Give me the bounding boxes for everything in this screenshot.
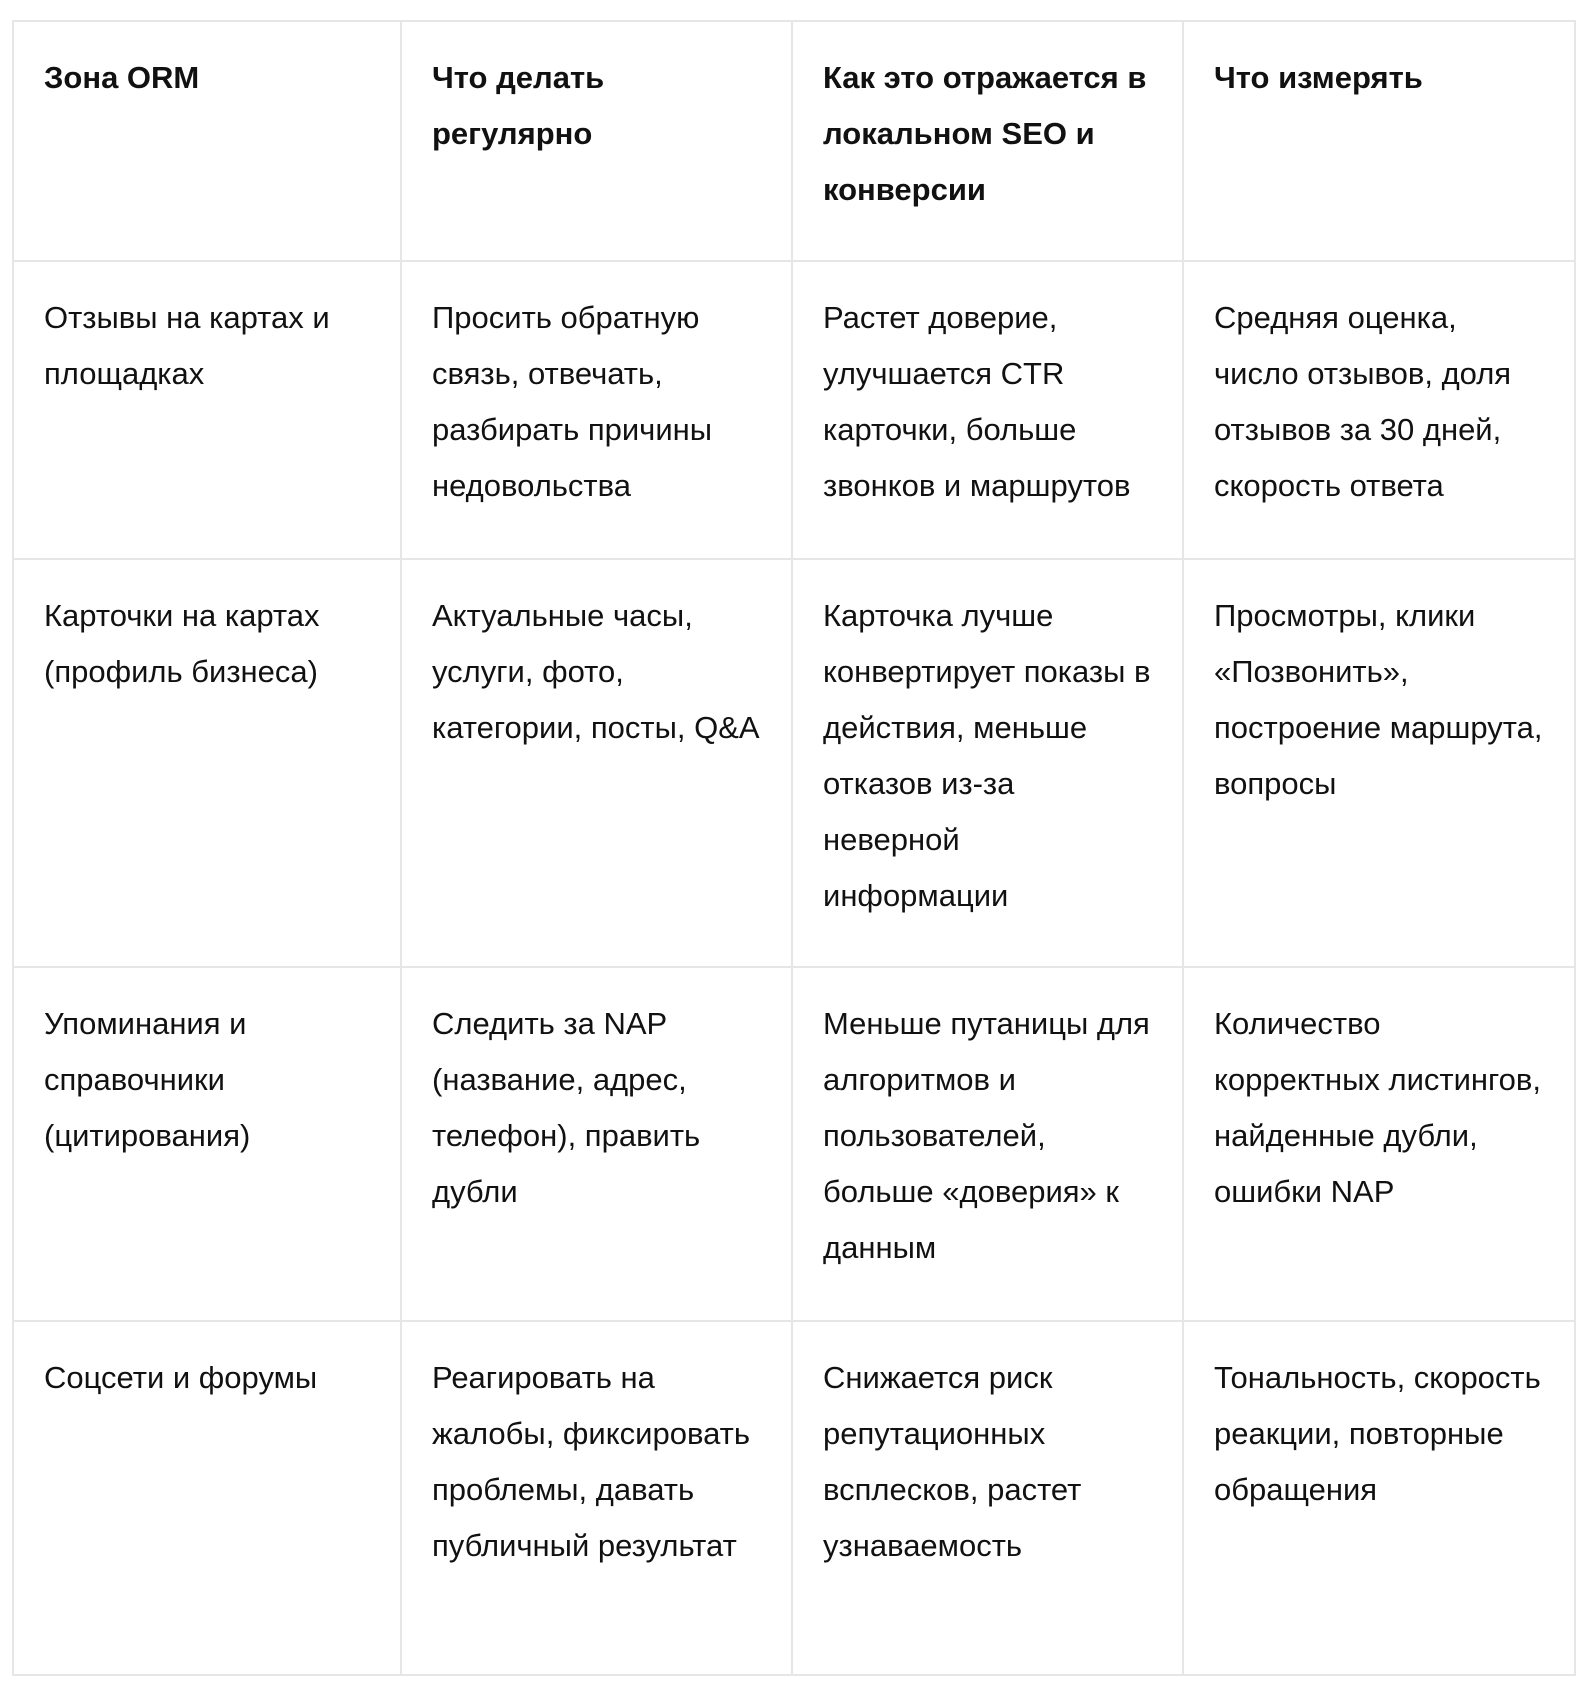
- orm-table: [12, 20, 1576, 1676]
- header-seo-impact: Как это отражается в локальном SEO и конверсии: [792, 21, 1183, 261]
- cell-seo-impact: Растет доверие, улучшается CTR карточки, больше звонков и маршрутов: [792, 261, 1183, 559]
- cell-regular-actions: Следить за NAP (название, адрес, телефон), править дубли: [401, 967, 792, 1321]
- table-row: [13, 967, 1575, 1321]
- cell-seo-impact: Снижается риск репутационных всплесков, растет узнаваемость: [792, 1321, 1183, 1675]
- cell-seo-impact: Карточка лучше конвертирует показы в действия, меньше отказов из-за неверной информации: [792, 559, 1183, 967]
- table-row: [13, 559, 1575, 967]
- header-regular-actions: Что делать регулярно: [401, 21, 792, 261]
- header-orm-zone: Зона ORM: [13, 21, 401, 261]
- cell-orm-zone: Соцсети и форумы: [13, 1321, 401, 1675]
- table-row: [13, 261, 1575, 559]
- cell-regular-actions: Просить обратную связь, отвечать, разбирать причины недовольства: [401, 261, 792, 559]
- cell-metrics: Тональность, скорость реакции, повторные обращения: [1183, 1321, 1575, 1675]
- cell-orm-zone: Упоминания и справочники (цитирования): [13, 967, 401, 1321]
- cell-orm-zone: Отзывы на картах и площадках: [13, 261, 401, 559]
- header-metrics: Что измерять: [1183, 21, 1575, 261]
- cell-metrics: Средняя оценка, число отзывов, доля отзывов за 30 дней, скорость ответа: [1183, 261, 1575, 559]
- cell-regular-actions: Актуальные часы, услуги, фото, категории, посты, Q&A: [401, 559, 792, 967]
- cell-regular-actions: Реагировать на жалобы, фиксировать проблемы, давать публичный результат: [401, 1321, 792, 1675]
- cell-metrics: Просмотры, клики «Позвонить», построение маршрута, вопросы: [1183, 559, 1575, 967]
- table-row: [13, 1321, 1575, 1675]
- table-header-row: [13, 21, 1575, 261]
- cell-metrics: Количество корректных листингов, найденные дубли, ошибки NAP: [1183, 967, 1575, 1321]
- orm-table-container: [12, 20, 1574, 1676]
- cell-seo-impact: Меньше путаницы для алгоритмов и пользователей, больше «доверия» к данным: [792, 967, 1183, 1321]
- cell-orm-zone: Карточки на картах (профиль бизнеса): [13, 559, 401, 967]
